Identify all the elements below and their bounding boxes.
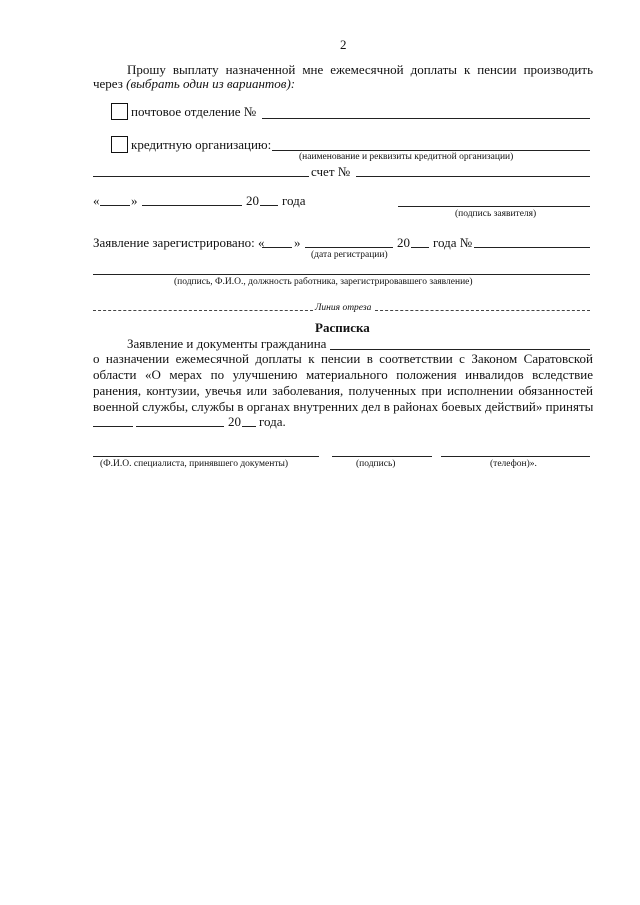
credit-org-label: кредитную организацию: [131, 137, 272, 152]
registration-year-field[interactable] [411, 247, 429, 248]
applicant-signature-field[interactable] [398, 206, 590, 207]
receipt-line-4: ранения, контузии, увечья или заболевания, полученных при исполнении обязанностей [93, 383, 593, 398]
receipt-year-field[interactable] [242, 426, 256, 427]
credit-org-name-field[interactable] [272, 150, 590, 151]
post-office-label: почтовое отделение № [131, 104, 257, 119]
receipt-title: Расписка [315, 320, 370, 335]
registration-day-field[interactable] [262, 247, 292, 248]
account-number-field[interactable] [356, 176, 590, 177]
request-choose-hint: (выбрать один из вариантов): [126, 76, 296, 91]
receipt-month-field[interactable] [136, 426, 224, 427]
receipt-signature-field[interactable] [332, 456, 432, 457]
applicant-signature-caption: (подпись заявителя) [455, 209, 537, 219]
cut-line-label: Линия отреза [315, 303, 372, 313]
date-open-quote: « [93, 193, 100, 208]
page-number: 2 [340, 37, 347, 52]
date-year-prefix: 20 [246, 193, 259, 208]
registration-year-prefix: 20 [397, 235, 410, 250]
credit-org-caption: (наименование и реквизиты кредитной организации) [299, 152, 514, 162]
credit-org-details-field[interactable] [93, 176, 309, 177]
receipt-specialist-field[interactable] [93, 456, 319, 457]
account-label: счет № [311, 164, 351, 179]
receipt-line-3: области «О мерах по улучшению материального положения инвалидов вследствие [93, 367, 593, 382]
receipt-line-1: Заявление и документы гражданина [127, 336, 327, 351]
receipt-year-prefix: 20 [228, 414, 241, 429]
registration-worker-caption: (подпись, Ф.И.О., должность работника, зарегистрировавшего заявление) [174, 277, 473, 287]
date-year-field[interactable] [260, 205, 278, 206]
date-day-field[interactable] [100, 205, 130, 206]
registration-number-field[interactable] [474, 247, 590, 248]
post-office-checkbox[interactable] [111, 103, 128, 120]
registration-date-caption: (дата регистрации) [311, 250, 388, 260]
receipt-line-2: о назначении ежемесячной доплаты к пенсии в соответствии с Законом Саратовской [93, 351, 593, 366]
receipt-signature-caption: (подпись) [356, 459, 396, 469]
registration-worker-field[interactable] [93, 274, 590, 275]
post-office-number-field[interactable] [262, 118, 590, 119]
request-through: через [93, 76, 123, 91]
receipt-phone-field[interactable] [441, 456, 590, 457]
credit-org-checkbox[interactable] [111, 136, 128, 153]
receipt-line-5: военной службы, службы в органах внутренних дел в районах боевых действий» приняты [93, 399, 594, 414]
registration-year-suffix: года № [433, 235, 473, 250]
receipt-specialist-caption: (Ф.И.О. специалиста, принявшего документы) [100, 459, 289, 469]
cut-line-left [93, 310, 313, 311]
receipt-day-field[interactable] [93, 426, 133, 427]
date-year-suffix: года [282, 193, 306, 208]
registration-month-field[interactable] [305, 247, 393, 248]
request-line-1: Прошу выплату назначенной мне ежемесячной доплаты к пенсии производить [127, 62, 593, 77]
date-close-quote: » [131, 193, 138, 208]
request-line-2 [93, 76, 295, 92]
receipt-phone-caption: (телефон)». [490, 459, 537, 469]
receipt-year-suffix: года. [259, 414, 286, 429]
receipt-citizen-name-field[interactable] [330, 349, 590, 350]
registration-close-quote: » [294, 235, 301, 250]
date-month-field[interactable] [142, 205, 242, 206]
registration-label: Заявление зарегистрировано: « [93, 235, 265, 250]
cut-line-right [375, 310, 590, 311]
